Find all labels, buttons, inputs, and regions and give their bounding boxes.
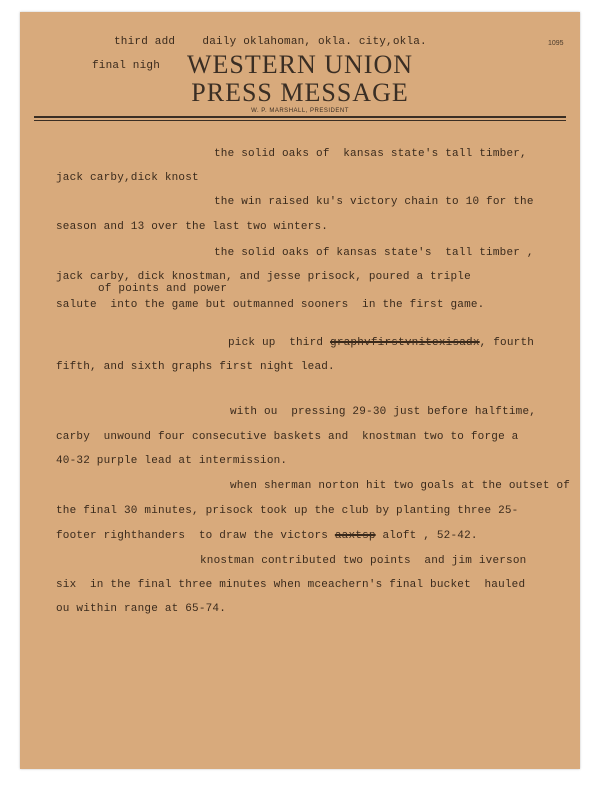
struck-text-1: graphvfirstvnitexisadx <box>330 337 480 349</box>
press-message-sheet <box>20 12 580 769</box>
masthead-rule-top <box>34 116 566 118</box>
body-line-5: the solid oaks of kansas state's tall timber , <box>214 247 534 259</box>
victors-text: footer righthanders to draw the victors <box>56 530 329 542</box>
body-line-16 <box>56 530 478 542</box>
slug-line-2: final nigh <box>92 60 161 72</box>
body-line-7: of points and power <box>98 283 228 295</box>
body-line-13: 40-32 purple lead at intermission. <box>56 455 288 467</box>
body-line-3: the win raised ku's victory chain to 10 for the <box>214 196 534 208</box>
body-line-6: jack carby, dick knostman, and jesse prisock, poured a triple <box>56 271 471 283</box>
pickup-text-end: , fourth <box>479 337 535 349</box>
form-title: PRESS MESSAGE <box>191 78 409 107</box>
body-line-18: six in the final three minutes when mceachern's final bucket hauled <box>56 579 526 591</box>
body-line-8: salute into the game but outmanned sooners in the first game. <box>56 299 485 311</box>
body-line-2: jack carby,dick knost <box>56 172 199 184</box>
pickup-text: pick up third <box>228 337 324 349</box>
slug-line-1: third add daily oklahoman, okla. city,okla. <box>114 36 427 48</box>
body-line-12: carby unwound four consecutive baskets and knostman two to forge a <box>56 431 519 443</box>
score-text: aloft , 52-42. <box>375 530 478 542</box>
body-line-1: the solid oaks of kansas state's tall timber, <box>214 148 527 160</box>
page-number: 1095 <box>548 40 564 47</box>
body-line-17: knostman contributed two points and jim iverson <box>200 555 527 567</box>
body-line-10: fifth, and sixth graphs first night lead. <box>56 361 335 373</box>
body-line-11: with ou pressing 29-30 just before halftime, <box>230 406 537 418</box>
body-line-4: season and 13 over the last two winters. <box>56 221 329 233</box>
company-name: WESTERN UNION <box>186 50 414 79</box>
body-line-19: ou within range at 65-74. <box>56 603 227 615</box>
struck-text-2: aaxtsp <box>334 530 376 542</box>
body-line-9 <box>228 337 534 349</box>
masthead-rule-bottom <box>34 120 566 121</box>
body-line-15: the final 30 minutes, prisock took up the club by planting three 25- <box>56 505 519 517</box>
president-line: W. P. MARSHALL, PRESIDENT <box>251 108 349 114</box>
body-line-14: when sherman norton hit two goals at the outset of <box>230 480 571 492</box>
